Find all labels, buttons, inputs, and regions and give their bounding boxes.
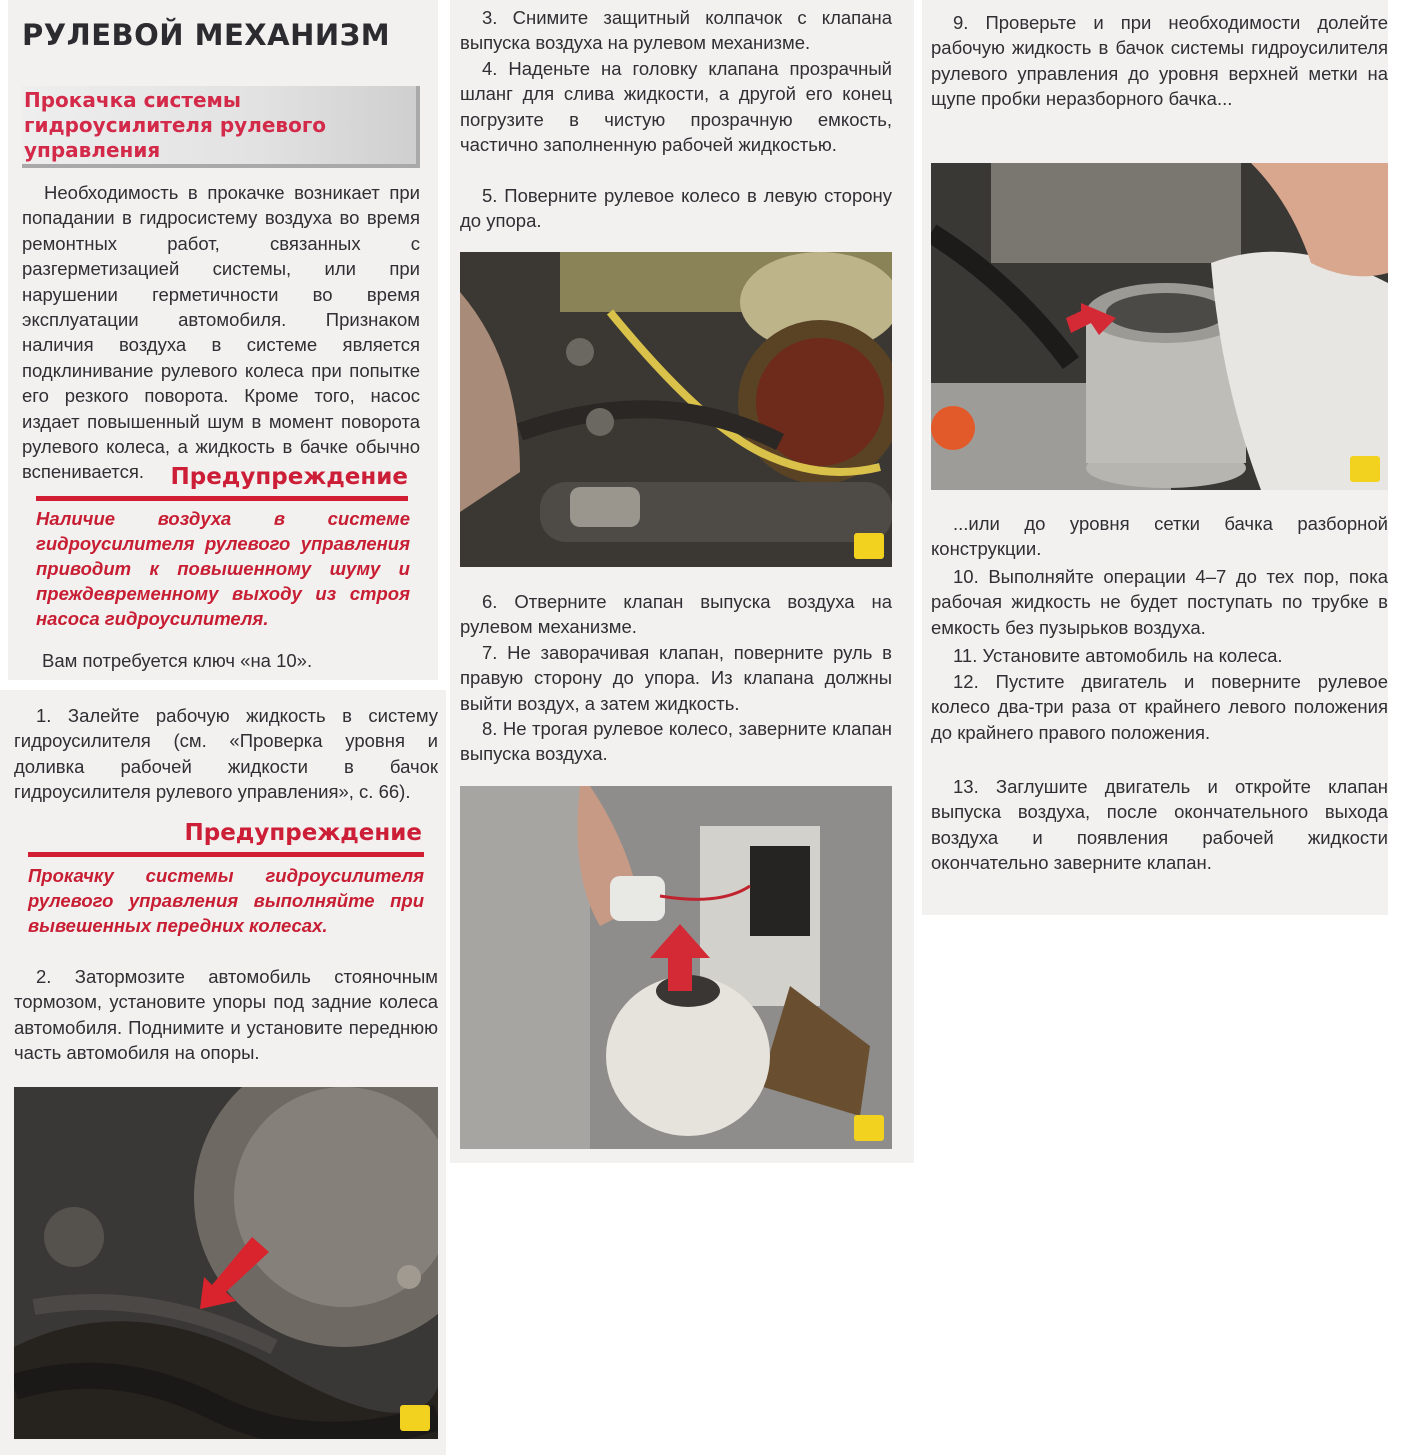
- warning2-rule: [28, 852, 424, 857]
- car-icon-3: [854, 1115, 884, 1141]
- photo-reservoir-refill: [931, 163, 1388, 490]
- section-title-line-1: Прокачка системы: [24, 88, 241, 112]
- section-title-line-3: управления: [24, 138, 161, 162]
- photo-steering-mechanism: [14, 1087, 438, 1439]
- photo-steering-mechanism-graphic: [14, 1087, 438, 1439]
- step-5: 5. Поверните рулевое колесо в левую сторону до упора.: [460, 185, 892, 232]
- page-header: РУЛЕВОЙ МЕХАНИЗМ: [22, 18, 391, 52]
- step-3: 3. Снимите защитный колпачок с клапана выпуска воздуха на рулевом механизме.: [460, 7, 892, 54]
- photo-hose-on-valve: [460, 252, 892, 567]
- warning2-title: Предупреждение: [184, 820, 422, 846]
- step-8: 8. Не трогая рулевое колесо, заверните клапан выпуска воздуха.: [460, 718, 892, 765]
- photo-hose-on-valve-graphic: [460, 252, 892, 567]
- step-13: 13. Заглушите двигатель и откройте клапан выпуска воздуха, после окончательного выхода воздуха и появления рабочей жидкости окончательно заверните клапан.: [931, 776, 1388, 874]
- step-12: 12. Пустите двигатель и поверните рулевое колесо два-три раза от крайнего левого положения до крайнего правого положения.: [931, 671, 1388, 743]
- step-4: 4. Наденьте на головку клапана прозрачный шланг для слива жидкости, а другой его конец погрузите в чистую прозрачную емкость, частично заполненную рабочей жидкостью.: [460, 58, 892, 156]
- section-title: [24, 88, 326, 163]
- step-9b: ...или до уровня сетки бачка разборной конструкции.: [931, 513, 1388, 560]
- warning1-title: Предупреждение: [170, 464, 408, 490]
- step-11: 11. Установите автомобиль на колеса.: [953, 645, 1283, 666]
- step-7: 7. Не заворачивая клапан, поверните руль в правую сторону до упора. Из клапана должны выйти воздух, а затем жидкость.: [460, 642, 892, 714]
- step-6: 6. Отверните клапан выпуска воздуха на рулевом механизме.: [460, 591, 892, 638]
- step-10: 10. Выполняйте операции 4–7 до тех пор, пока рабочая жидкость не будет поступать по трубке в емкость без пузырьков воздуха.: [931, 566, 1388, 638]
- step-2: 2. Затормозите автомобиль стояночным тормозом, установите упоры под задние колеса автомобиля. Поднимите и установите переднюю часть автомобиля на опоры.: [14, 966, 438, 1064]
- step-1: 1. Залейте рабочую жидкость в систему гидроусилителя (см. «Проверка уровня и доливка рабочей жидкости в бачок гидроусилителя рулевого управления», с. 66).: [14, 705, 438, 803]
- car-icon: [400, 1405, 430, 1431]
- step-9: 9. Проверьте и при необходимости долейте рабочую жидкость в бачок системы гидроусилителя рулевого управления до уровня верхней метки на щупе пробки неразборного бачка...: [931, 12, 1388, 110]
- photo-reservoir-cap: [460, 786, 892, 1149]
- photo-reservoir-cap-graphic: [460, 786, 892, 1149]
- tool-note: Вам потребуется ключ «на 10».: [42, 650, 313, 671]
- photo-reservoir-refill-graphic: [931, 163, 1388, 490]
- warning2-text: Прокачку системы гидроусилителя рулевого управления выполняйте при вывешенных передних колесах.: [28, 865, 424, 936]
- car-icon-2: [854, 533, 884, 559]
- warning1-rule: [36, 496, 408, 501]
- intro-paragraph: Необходимость в прокачке возникает при попадании в гидросистему воздуха во время ремонтных работ, связанных с разгерметизацией системы, или при нарушении герметичности во время эксплуатации автомобиля. Признаком наличия воздуха в системе является подклинивание рулевого колеса при попытке его резкого поворота. Кроме того, насос издает повышенный шум в момент поворота рулевого колеса, а жидкость в бачке обычно вспенивается.: [22, 182, 420, 483]
- car-icon-4: [1350, 456, 1380, 482]
- section-title-line-2: гидроусилителя рулевого: [24, 113, 327, 137]
- warning1-text: Наличие воздуха в системе гидроусилителя рулевого управления приводит к повышенному шуму и преждевременному выходу из строя насоса гидроусилителя.: [36, 508, 410, 629]
